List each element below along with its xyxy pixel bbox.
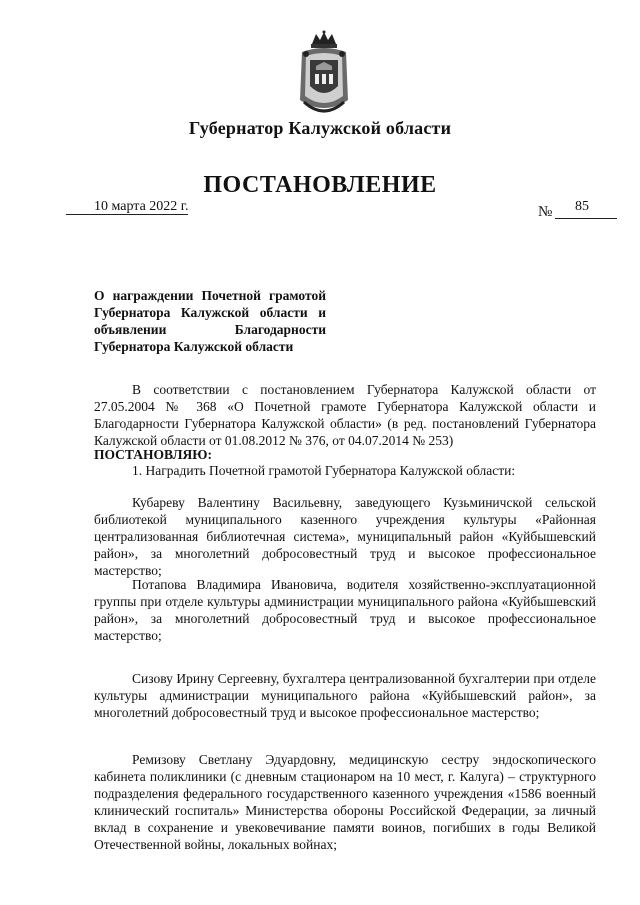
awardee-paragraph: Сизову Ирину Сергеевну, бухгалтера централизованной бухгалтерии при отделе культуры администрации муниципального района «Куйбышевский район», за многолетний добросовестный труд и высокое профессиональное мастерство; bbox=[94, 671, 596, 720]
document-date: 10 марта 2022 г. bbox=[94, 199, 189, 214]
document-number: 85 bbox=[575, 199, 589, 214]
preamble-paragraph: В соответствии с постановлением Губернатора Калужской области от 27.05.2004 № 368 «О Почетной грамоте Губернатора Калужской области и Благодарности Губернатора Калужской области» (в ред. постановлений Губернатора Калужской области от 01.08.2012 № 376, от 04.07.2014 № 253) bbox=[94, 382, 596, 448]
document-subject: О награждении Почетной грамотой Губернатора Калужской области и объявлении Благодарности Губернатора Калужской области bbox=[94, 288, 326, 354]
coat-of-arms-icon bbox=[296, 30, 352, 120]
date-underline bbox=[66, 214, 188, 215]
number-underline bbox=[555, 218, 617, 219]
item-1: 1. Наградить Почетной грамотой Губернатора Калужской области: bbox=[132, 463, 516, 478]
number-label: № bbox=[538, 204, 553, 220]
awardee-paragraph: Потапова Владимира Ивановича, водителя хозяйственно-эксплуатационной группы при отделе культуры администрации муниципального района «Куйбышевский район», за многолетний добросовестный труд и высокое профессиональное мастерство; bbox=[94, 577, 596, 643]
issuing-authority: Губернатор Калужской области bbox=[188, 118, 452, 138]
document-type-title: ПОСТАНОВЛЕНИЕ bbox=[203, 172, 437, 198]
awardee-paragraph: Ремизову Светлану Эдуардовну, медицинскую сестру эндоскопического кабинета поликлиники (с дневным стационаром на 10 мест, г. Калуга) – структурного подразделения федерального государственного казенного учреждения «1586 военный клинический госпиталь» Министерства обороны Российской Федерации, за личный вклад в сохранение и увековечивание памяти воинов, погибших в годы Великой Отечественной войны, локальных войнах; bbox=[94, 752, 596, 852]
awardee-paragraph: Кубареву Валентину Васильевну, заведующего Кузьминичской сельской библиотекой муниципального казенного учреждения культуры «Районная централизованная библиотечная система», муниципальный район «Куйбышевский район», за многолетний добросовестный труд и высокое профессиональное мастерство; bbox=[94, 495, 596, 578]
decree-word: ПОСТАНОВЛЯЮ: bbox=[94, 447, 212, 462]
